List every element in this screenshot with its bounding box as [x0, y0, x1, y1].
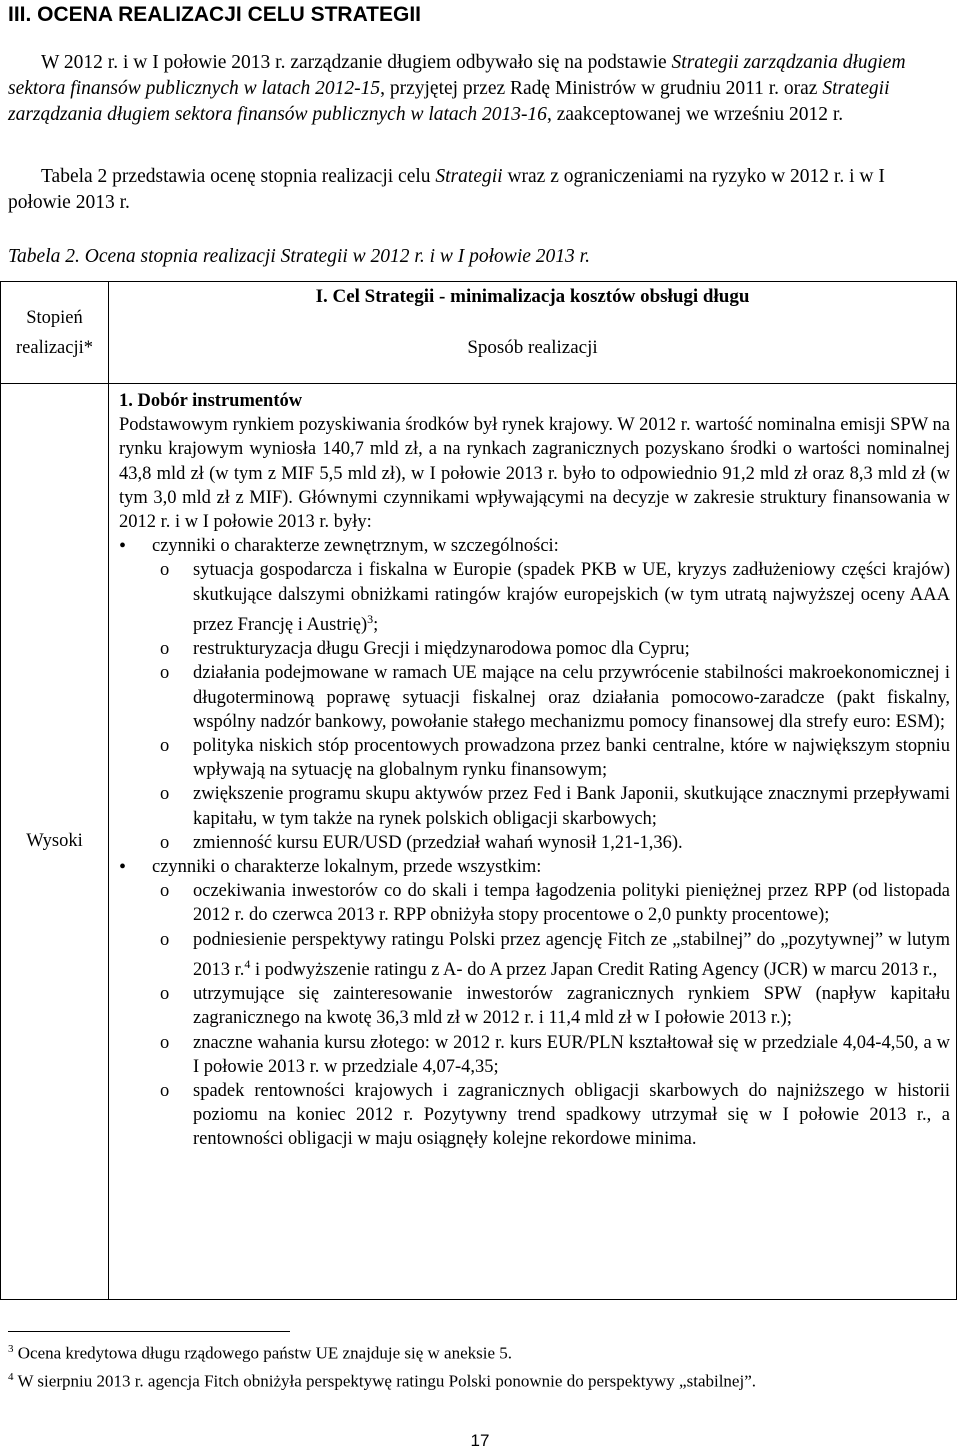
- table-row: [1, 384, 957, 1300]
- circle-bullet-icon: o: [160, 881, 170, 902]
- method-header: Sposób realizacji: [467, 337, 598, 358]
- circle-bullet-icon: o: [160, 929, 170, 950]
- bullet-icon: •: [119, 535, 127, 558]
- list-item: [152, 928, 950, 983]
- assessment-table: [0, 281, 957, 1300]
- factor-group-local: [119, 855, 950, 1152]
- circle-bullet-icon: o: [160, 1032, 170, 1053]
- section-title: 1. Dobór instrumentów: [119, 391, 303, 411]
- list-item: [152, 1079, 950, 1152]
- footnote-text: W sierpniu 2013 r. agencja Fitch obniżyła perspektywę ratingu Polski ponownie do perspektywy „stabilnej”.: [13, 1371, 756, 1391]
- table-header-row: [1, 282, 957, 384]
- list-item: [152, 661, 950, 734]
- page-number: 17: [470, 1431, 490, 1450]
- table-intro-paragraph: [8, 164, 952, 216]
- degree-header-line2: realizacji*: [15, 337, 94, 358]
- footnote-3: [8, 1343, 512, 1364]
- item-text: działania podejmowane w ramach UE mające na celu przywrócenie stabilności makroekonomicznej i długoterminową poprawę sytuacji fiskalnej oraz działania pomocowo-zaradcze (pakt fiskalny, wspólny nadzór bankowy, powołanie stałego mechanizmu pomocy finansowej dla strefy euro: ESM);: [193, 663, 950, 732]
- text-span: Tabela 2 przedstawia ocenę stopnia realizacji celu: [41, 166, 436, 187]
- intro-paragraph: [8, 50, 952, 128]
- method-description: [109, 384, 957, 1300]
- circle-bullet-icon: o: [160, 832, 170, 853]
- item-text-tail: ;: [373, 614, 379, 635]
- table-caption: Tabela 2. Ocena stopnia realizacji Strategii w 2012 r. i w I połowie 2013 r.: [8, 246, 590, 267]
- list-item: [152, 1031, 950, 1079]
- item-text: zwiększenie programu skupu aktywów przez Fed i Bank Japonii, skutkujące znacznymi przepływami kapitału, w tym także na rynek polskich obligacji skarbowych;: [193, 784, 950, 829]
- intro-text: Podstawowym rynkiem pozyskiwania środków był rynek krajowy. W 2012 r. wartość nominalna emisji SPW na rynku krajowym wyniosła 140,7 mld zł, a na rynkach zagranicznych pozyskano środki o wartości nominalnej 43,8 mld zł (w tym z MIF 5,5 mld zł), w I połowie 2013 r. było to odpowiednio 91,2 mld zł oraz 8,3 mld zł (w tym 3,0 mld zł z MIF). Głównymi czynnikami wpływającymi na decyzje w zakresie struktury finansowania w 2012 r. i w I połowie 2013 r. były:: [119, 415, 950, 533]
- footnote-number: 4: [8, 1371, 14, 1383]
- item-text: polityka niskich stóp procentowych prowadzona przez banki centralne, które w największym stopniu wpływają na sytuację na globalnym rynku finansowym;: [193, 736, 950, 781]
- local-factors-list: [152, 879, 950, 1151]
- list-item: [152, 982, 950, 1030]
- group-label: czynniki o charakterze lokalnym, przede wszystkim:: [152, 857, 542, 878]
- footnote-separator: [8, 1331, 290, 1332]
- item-text: oczekiwania inwestorów co do skali i tempa łagodzenia polityki pieniężnej przez RPP (od listopada 2012 r. do czerwca 2013 r. RPP obniżyła stopy procentowe o 2,0 punkty procentowe);: [193, 881, 950, 926]
- footnote-number: 3: [8, 1343, 14, 1355]
- bullet-icon: •: [119, 856, 127, 879]
- list-item: [152, 734, 950, 782]
- degree-value: Wysoki: [1, 384, 109, 1300]
- text-span: , zaakceptowanej we wrześniu 2012 r.: [546, 104, 844, 125]
- factor-groups: [119, 534, 950, 1151]
- footnote-ref: 4: [244, 956, 251, 971]
- footnote-ref: 3: [367, 611, 374, 626]
- text-span: , przyjętej przez Radę Ministrów w grudniu 2011 r. oraz: [380, 78, 823, 99]
- item-text-tail: i podwyższenie ratingu z A- do A przez Japan Credit Rating Agency (JCR) w marcu 2013 r.,: [250, 959, 938, 980]
- circle-bullet-icon: o: [160, 984, 170, 1005]
- goal-header: [109, 282, 957, 384]
- item-text: podniesienie perspektywy ratingu Polski przez agencję Fitch ze „stabilnej” do „pozytywnej” w lutym 2013 r.: [193, 929, 950, 980]
- item-text: zmienność kursu EUR/USD (przedział wahań wynosił 1,21-1,36).: [193, 832, 683, 853]
- item-text: utrzymujące się zainteresowanie inwestorów zagranicznych rynkiem SPW (napływ kapitału zagranicznego na kwotę 36,3 mld zł w 2012 r. i 11,4 mld zł w I połowie 2013 r.);: [193, 984, 950, 1029]
- list-item: [152, 558, 950, 637]
- circle-bullet-icon: o: [160, 639, 170, 660]
- strategy-title-2012: Strategii zarządzania długiem sektora finansów publicznych w latach 2012-15: [8, 52, 906, 99]
- factor-group-external: [119, 534, 950, 855]
- circle-bullet-icon: o: [160, 1081, 170, 1101]
- footnote-4: [8, 1371, 756, 1392]
- external-factors-list: [152, 558, 950, 855]
- text-span: W 2012 r. i w I połowie 2013 r. zarządzanie długiem odbywało się na podstawie: [41, 52, 672, 73]
- degree-header: [1, 282, 109, 384]
- circle-bullet-icon: o: [160, 560, 170, 581]
- degree-header-line1: Stopień: [26, 307, 83, 328]
- list-item: [152, 637, 950, 661]
- text-span: wraz z ograniczeniami na ryzyko w 2012 r. i w I połowie 2013 r.: [8, 166, 885, 213]
- group-label: czynniki o charakterze zewnętrznym, w szczególności:: [152, 536, 559, 557]
- circle-bullet-icon: o: [160, 663, 170, 684]
- strategy-title-2013: Strategii zarządzania długiem sektora finansów publicznych w latach 2013-16: [8, 78, 890, 125]
- list-item: [152, 831, 950, 855]
- goal-title: I. Cel Strategii - minimalizacja kosztów obsługi długu: [315, 286, 750, 307]
- circle-bullet-icon: o: [160, 784, 170, 805]
- item-text: spadek rentowności krajowych i zagranicznych obligacji skarbowych do najniższego w historii poziomu na koniec 2012 r. Pozytywny trend spadkowy utrzymał się w I połowie 2013 r., a rentowności obligacji w maju osiągnęły kolejne rekordowe minima.: [193, 1081, 950, 1150]
- item-text: sytuacja gospodarcza i fiskalna w Europie (spadek PKB w UE, kryzys zadłużeniowy części krajów) skutkujące dalszymi obniżkami ratingów krajów europejskich (w tym utratą najwyższej oceny AAA przez Francję i Austrię): [193, 560, 950, 635]
- strategy-word: Strategii: [435, 166, 503, 187]
- section-heading: III. OCENA REALIZACJI CELU STRATEGII: [8, 3, 422, 26]
- list-item: [152, 782, 950, 830]
- item-text: restrukturyzacja długu Grecji i międzynarodowa pomoc dla Cypru;: [193, 639, 690, 660]
- list-item: [152, 879, 950, 927]
- footnote-text: Ocena kredytowa długu rządowego państw UE znajduje się w aneksie 5.: [13, 1343, 513, 1363]
- item-text: znaczne wahania kursu złotego: w 2012 r. kurs EUR/PLN kształtował się w przedziale 4,04-4,50, a w I połowie 2013 r. w przedziale 4,07-4,35;: [193, 1032, 950, 1077]
- circle-bullet-icon: o: [160, 736, 170, 756]
